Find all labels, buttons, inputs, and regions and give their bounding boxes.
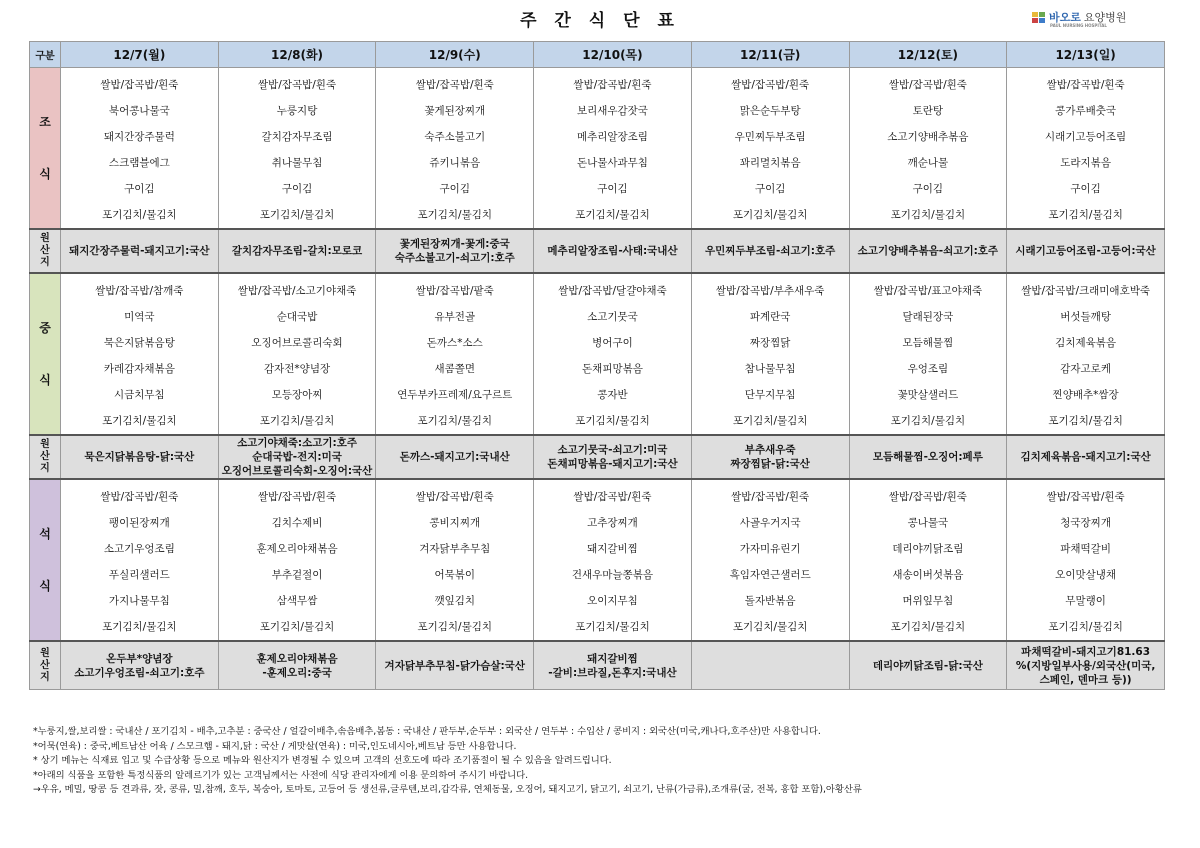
day-header: 12/7(월) bbox=[61, 42, 219, 68]
origin-line: 부추새우죽 bbox=[744, 444, 796, 456]
menu-item: 도라지볶음 bbox=[1060, 157, 1111, 169]
menu-item: 돼지간장주물럭 bbox=[103, 131, 175, 143]
breakfast-label bbox=[30, 68, 61, 230]
origin-line: %(지방일부사용/외국산(미국, bbox=[1015, 659, 1156, 672]
menu-item: 훈제오리야채볶음 bbox=[256, 543, 338, 555]
menu-item: 쌀밥/잡곡밥/팥죽 bbox=[415, 285, 494, 297]
menu-item: 소고기양배추볶음 bbox=[887, 131, 969, 143]
origin-cell bbox=[218, 229, 376, 273]
menu-item: 돈나물사과무침 bbox=[576, 157, 648, 169]
origin-line: -훈제오리:중국 bbox=[262, 666, 332, 679]
dinner-menu-row bbox=[30, 479, 1165, 641]
origin-cell bbox=[691, 641, 849, 690]
logo-brand: 바오로 bbox=[1049, 11, 1081, 24]
menu-item: 갈치감자무조림 bbox=[261, 131, 333, 143]
menu-item: 포기김치/물김치 bbox=[732, 621, 808, 633]
origin-cell bbox=[218, 435, 376, 479]
menu-item: 돼지갈비찜 bbox=[587, 543, 638, 555]
menu-item: 머위잎무침 bbox=[902, 595, 954, 607]
menu-item: 포기김치/물김치 bbox=[259, 415, 335, 427]
origin-line: 시래기고등어조림-고등어:국산 bbox=[1015, 245, 1156, 257]
menu-item: 포기김치/물김치 bbox=[575, 621, 650, 633]
menu-item: 쌀밥/잡곡밥/흰죽 bbox=[415, 79, 494, 91]
logo-tagline: PAUL NURSING HOSPITAL bbox=[1050, 23, 1107, 28]
origin-line: 소고기야채죽:소고기:호주 bbox=[237, 437, 358, 449]
menu-item: 포기김치/물김치 bbox=[417, 415, 493, 427]
note-line: →우유, 메밀, 땅콩 등 견과류, 잣, 콩류, 밀,참깨, 호두, 복숭아, 토마토, 고등어 등 생선류,글루텐,보리,갑각류, 연체동물, 오징어, 돼지고기, 닭고기, 쇠고기, 난류(가금류),조개류(굴, 전복, 홍합 포함),아황산류 bbox=[33, 784, 862, 796]
menu-item: 포기김치/물김치 bbox=[732, 209, 808, 221]
origin-cell bbox=[218, 641, 376, 690]
lunch-day-cell bbox=[691, 273, 849, 435]
origin-line: 돈까스-돼지고기:국내산 bbox=[399, 451, 510, 463]
menu-item: 포기김치/물김치 bbox=[1048, 415, 1123, 427]
origin-line: 오징어브로콜리숙회-오징어:국산 bbox=[221, 465, 373, 477]
menu-item: 모듬해물찜 bbox=[902, 337, 954, 349]
menu-item: 포기김치/물김치 bbox=[575, 415, 650, 427]
menu-item: 쌀밥/잡곡밥/흰죽 bbox=[573, 79, 652, 91]
origin-cell bbox=[376, 641, 534, 690]
origin-label-char: 원 bbox=[40, 233, 50, 244]
origin-label-char: 산 bbox=[40, 245, 50, 256]
menu-item: 김치제육볶음 bbox=[1055, 337, 1117, 349]
menu-item: 오이맛살냉채 bbox=[1055, 569, 1117, 581]
menu-item: 쌀밥/잡곡밥/크래미애호박죽 bbox=[1021, 285, 1150, 297]
menu-item: 우민찌두부조림 bbox=[734, 131, 806, 143]
origin-line: 돈채피망볶음-돼지고기:국산 bbox=[547, 458, 678, 470]
menu-item: 꽈리멸치볶음 bbox=[739, 157, 801, 169]
menu-item: 쌀밥/잡곡밥/흰죽 bbox=[415, 491, 494, 503]
menu-item: 오이지무침 bbox=[587, 595, 638, 607]
origin-line: 꽃게된장찌개-꽃게:중국 bbox=[399, 238, 510, 250]
menu-item: 콩가루배춧국 bbox=[1055, 105, 1117, 117]
origin-line: 묵은지닭볶음탕-닭:국산 bbox=[84, 451, 195, 463]
logo-name: 요양병원 bbox=[1083, 11, 1127, 24]
menu-item: 부추겉절이 bbox=[271, 569, 323, 581]
origin-label-char: 산 bbox=[40, 659, 50, 671]
menu-item: 구이김 bbox=[912, 183, 944, 195]
meal-label-char: 식 bbox=[39, 373, 51, 387]
note-line: *어묵(연육) : 중국,베트남산 어육 / 스모크햄 - 돼지,닭 : 국산 / 게맛살(연육) : 미국,인도네시아,베트남 등만 사용합니다. bbox=[33, 740, 517, 752]
menu-item: 구이김 bbox=[754, 183, 786, 195]
lunch-day-cell bbox=[849, 273, 1007, 435]
menu-item: 쥬키니볶음 bbox=[429, 157, 481, 169]
menu-item: 쌀밥/잡곡밥/표고야채죽 bbox=[873, 285, 983, 297]
lunch-day-cell bbox=[376, 273, 534, 435]
lunch-day-cell bbox=[534, 273, 692, 435]
menu-item: 꽃맛살샐러드 bbox=[897, 389, 959, 401]
menu-item: 취나물무침 bbox=[271, 157, 323, 169]
breakfast-day-cell bbox=[61, 68, 219, 230]
menu-item: 새송이버섯볶음 bbox=[892, 569, 964, 581]
breakfast-day-cell bbox=[534, 68, 692, 230]
note-line: * 상기 메뉴는 식재료 입고 및 수급상황 등으로 메뉴와 원산지가 변경될 수 있으며 고객의 선호도에 따라 조기품절이 될 수 있음을 알려드립니다. bbox=[33, 755, 612, 767]
origin-cell bbox=[61, 229, 219, 273]
origin-label bbox=[30, 641, 61, 690]
origin-line: 돼지간장주물럭-돼지고기:국산 bbox=[69, 245, 210, 257]
menu-item: 구이김 bbox=[124, 183, 155, 195]
menu-item: 순대국밥 bbox=[276, 311, 318, 323]
menu-item: 찐양배추*쌈장 bbox=[1052, 389, 1119, 401]
menu-item: 구이김 bbox=[281, 183, 313, 195]
origin-cell bbox=[61, 641, 219, 690]
menu-item: 쌀밥/잡곡밥/흰죽 bbox=[1046, 491, 1125, 503]
lunch-menu-row bbox=[30, 273, 1165, 435]
menu-item: 달래된장국 bbox=[902, 311, 954, 323]
menu-item: 쌀밥/잡곡밥/참깨죽 bbox=[95, 285, 184, 297]
menu-item: 쌀밥/잡곡밥/부추새우죽 bbox=[715, 285, 825, 297]
origin-cell bbox=[61, 435, 219, 479]
menu-item: 북어콩나물국 bbox=[108, 105, 170, 117]
menu-item: 스크램블에그 bbox=[108, 157, 170, 169]
breakfast-day-cell bbox=[691, 68, 849, 230]
note-line: *누룽지,쌀,보리쌀 : 국내산 / 포기김치 - 배추,고추분 : 중국산 / 얼갈이배추,솎음배추,봄동 : 국내산 / 판두부,순두부 : 외국산 / 연두부 : 수입산 / 콩비지 : 외국산(미국,캐나다,호주산)만 사용합니다. bbox=[33, 726, 821, 737]
origin-line: 우민찌두부조림-쇠고기:호주 bbox=[705, 245, 836, 257]
menu-item: 포기김치/물김치 bbox=[417, 621, 493, 633]
lunch-day-cell bbox=[1007, 273, 1165, 435]
dinner-day-cell bbox=[218, 479, 376, 641]
menu-item: 쌀밥/잡곡밥/흰죽 bbox=[888, 79, 967, 91]
menu-item: 포기김치/물김치 bbox=[102, 621, 177, 633]
menu-item: 무말랭이 bbox=[1065, 595, 1106, 607]
menu-item: 깨순나물 bbox=[907, 157, 949, 169]
origin-cell bbox=[534, 435, 692, 479]
origin-line: 소고기우엉조림-쇠고기:호주 bbox=[74, 666, 205, 679]
day-header: 12/8(화) bbox=[218, 42, 376, 68]
origin-cell bbox=[1007, 229, 1165, 273]
day-header: 12/10(목) bbox=[534, 42, 692, 68]
menu-item: 쌀밥/잡곡밥/흰죽 bbox=[100, 491, 179, 503]
menu-item: 콩자반 bbox=[597, 389, 628, 401]
menu-item: 모등장아찌 bbox=[271, 389, 323, 401]
menu-item: 시금치무침 bbox=[113, 389, 165, 401]
origin-line: 갈치감자무조림-갈치:모로코 bbox=[231, 245, 363, 257]
day-header: 12/9(수) bbox=[376, 42, 534, 68]
origin-cell bbox=[376, 229, 534, 273]
dinner-day-cell bbox=[1007, 479, 1165, 641]
origin-line: 숙주소불고기-쇠고기:호주 bbox=[394, 252, 515, 264]
dinner-day-cell bbox=[61, 479, 219, 641]
menu-item: 쌀밥/잡곡밥/소고기야채죽 bbox=[237, 285, 357, 297]
menu-item: 카레감자채볶음 bbox=[103, 363, 175, 375]
menu-item: 토란탕 bbox=[912, 105, 944, 117]
menu-item: 쌀밥/잡곡밥/흰죽 bbox=[258, 79, 337, 91]
weekly-menu-table bbox=[29, 41, 1165, 690]
breakfast-day-cell bbox=[849, 68, 1007, 230]
origin-cell bbox=[1007, 435, 1165, 479]
menu-item: 콩비지찌개 bbox=[429, 517, 481, 529]
menu-item: 맑은순두부탕 bbox=[739, 105, 801, 117]
origin-cell bbox=[849, 229, 1007, 273]
menu-item: 유부전골 bbox=[434, 311, 476, 323]
menu-item: 돈까스*소스 bbox=[426, 337, 483, 349]
origin-cell bbox=[691, 229, 849, 273]
menu-item: 포기김치/물김치 bbox=[102, 209, 177, 221]
menu-item: 새콤쫄면 bbox=[434, 363, 476, 375]
day-header: 12/13(일) bbox=[1007, 42, 1165, 68]
dinner-label bbox=[30, 479, 61, 641]
menu-item: 포기김치/물김치 bbox=[417, 209, 493, 221]
menu-item: 병어구이 bbox=[592, 337, 633, 349]
menu-item: 콩나물국 bbox=[907, 517, 949, 529]
menu-item: 돌자반볶음 bbox=[744, 595, 796, 607]
origin-line: 소고기뭇국-쇠고기:미국 bbox=[557, 444, 668, 456]
origin-cell bbox=[849, 435, 1007, 479]
dinner-day-cell bbox=[691, 479, 849, 641]
menu-item: 김치수제비 bbox=[271, 517, 323, 529]
menu-item: 숙주소불고기 bbox=[424, 131, 486, 143]
menu-item: 소고기우엉조림 bbox=[103, 543, 175, 555]
notes bbox=[33, 725, 1173, 798]
day-header: 12/11(금) bbox=[691, 42, 849, 68]
menu-item: 파채떡갈비 bbox=[1060, 543, 1111, 555]
hospital-logo-icon bbox=[1032, 12, 1046, 23]
origin-label-char: 원 bbox=[40, 647, 50, 659]
origin-line: 짜장찜닭-닭:국산 bbox=[730, 458, 810, 470]
menu-item: 쌀밥/잡곡밥/흰죽 bbox=[258, 491, 337, 503]
menu-item: 쌀밥/잡곡밥/흰죽 bbox=[100, 79, 179, 91]
breakfast-day-cell bbox=[376, 68, 534, 230]
menu-item: 고추장찌개 bbox=[587, 517, 638, 529]
menu-item: 데리야끼닭조림 bbox=[892, 543, 964, 555]
menu-item: 포기김치/물김치 bbox=[890, 415, 966, 427]
breakfast-day-cell bbox=[218, 68, 376, 230]
meal-label-char: 식 bbox=[39, 167, 51, 181]
origin-line: 스페인, 덴마크 등)) bbox=[1039, 673, 1132, 686]
menu-item: 포기김치/물김치 bbox=[1048, 621, 1123, 633]
note-line: *아래의 식품을 포함한 특정식품의 알레르기가 있는 고객님께서는 사전에 식당 관리자에게 이용 문의하여 주시기 바랍니다. bbox=[33, 769, 529, 781]
menu-item: 가자미유린기 bbox=[739, 543, 801, 555]
menu-item: 시래기고등어조림 bbox=[1045, 131, 1127, 143]
menu-item: 연두부카프레제/요구르트 bbox=[397, 389, 513, 401]
origin-line: 훈제오리야채볶음 bbox=[256, 652, 338, 665]
menu-item: 짜장찜닭 bbox=[749, 337, 791, 349]
origin-cell bbox=[376, 435, 534, 479]
menu-item: 버섯들깨탕 bbox=[1060, 311, 1111, 323]
menu-item: 소고기뭇국 bbox=[587, 311, 638, 323]
lunch-day-cell bbox=[218, 273, 376, 435]
origin-cell bbox=[534, 229, 692, 273]
menu-item: 어묵볶이 bbox=[434, 569, 476, 581]
meal-label-char: 중 bbox=[39, 321, 51, 335]
menu-item: 묵은지닭볶음탕 bbox=[103, 337, 175, 349]
origin-cell bbox=[1007, 641, 1165, 690]
menu-item: 꽃게된장찌개 bbox=[424, 105, 486, 117]
menu-item: 감자전*양념장 bbox=[264, 363, 331, 375]
menu-item: 구이김 bbox=[439, 183, 470, 195]
menu-item: 포기김치/물김치 bbox=[259, 621, 335, 633]
menu-item: 청국장찌개 bbox=[1060, 517, 1111, 529]
menu-item: 흑임자연근샐러드 bbox=[729, 569, 811, 581]
menu-item: 건새우마늘쫑볶음 bbox=[571, 569, 654, 581]
day-header: 12/12(토) bbox=[849, 42, 1007, 68]
origin-line: 순대국밥-전지:미국 bbox=[252, 451, 342, 463]
origin-label-char: 산 bbox=[40, 451, 50, 462]
origin-line: 겨자닭부추무침-닭가슴살:국산 bbox=[384, 659, 525, 672]
breakfast-origin-row bbox=[30, 229, 1165, 273]
menu-item: 우엉조림 bbox=[907, 363, 949, 375]
lunch-day-cell bbox=[61, 273, 219, 435]
menu-item: 깻잎김치 bbox=[434, 595, 476, 607]
menu-item: 쌀밥/잡곡밥/달걀야채죽 bbox=[558, 285, 667, 297]
menu-item: 파계란국 bbox=[749, 311, 791, 323]
origin-label-char: 원 bbox=[40, 439, 50, 450]
menu-item: 쌀밥/잡곡밥/흰죽 bbox=[573, 491, 652, 503]
origin-line: -갈비:브라질,돈후지:국내산 bbox=[548, 666, 677, 679]
menu-item: 겨자닭부추무침 bbox=[419, 543, 491, 555]
menu-item: 구이김 bbox=[1070, 183, 1101, 195]
meal-label-char: 석 bbox=[39, 527, 51, 541]
dinner-origin-row bbox=[30, 641, 1165, 690]
menu-item: 오징어브로콜리숙회 bbox=[251, 337, 343, 349]
origin-line: 데리야끼닭조림-닭:국산 bbox=[872, 659, 983, 672]
menu-item: 참나물무침 bbox=[744, 363, 796, 375]
origin-label-char: 지 bbox=[40, 463, 50, 474]
meal-label-char: 식 bbox=[39, 579, 51, 593]
origin-line: 모듬해물찜-오징어:페루 bbox=[872, 451, 983, 463]
menu-item: 가지나물무침 bbox=[108, 595, 170, 607]
menu-item: 포기김치/물김치 bbox=[1048, 209, 1123, 221]
menu-item: 포기김치/물김치 bbox=[732, 415, 808, 427]
origin-label bbox=[30, 229, 61, 273]
header-row bbox=[30, 42, 1165, 68]
origin-line: 온두부*양념장 bbox=[106, 652, 173, 665]
meal-label-char: 조 bbox=[39, 115, 51, 129]
lunch-origin-row bbox=[30, 435, 1165, 479]
origin-label bbox=[30, 435, 61, 479]
menu-item: 누룽지탕 bbox=[276, 105, 318, 117]
menu-item: 쌀밥/잡곡밥/흰죽 bbox=[888, 491, 967, 503]
header-label: 구분 bbox=[30, 42, 61, 68]
menu-item: 쌀밥/잡곡밥/흰죽 bbox=[731, 79, 810, 91]
menu-item: 감자고로케 bbox=[1060, 363, 1111, 375]
menu-item: 삼색무쌈 bbox=[276, 595, 318, 607]
menu-item: 포기김치/물김치 bbox=[890, 209, 966, 221]
menu-item: 포기김치/물김치 bbox=[102, 415, 177, 427]
origin-line: 파채떡갈비-돼지고기81.63 bbox=[1021, 645, 1151, 658]
dinner-day-cell bbox=[534, 479, 692, 641]
menu-item: 포기김치/물김치 bbox=[575, 209, 650, 221]
menu-item: 사골우거지국 bbox=[739, 517, 801, 529]
menu-item: 돈채피망볶음 bbox=[582, 363, 643, 375]
dinner-day-cell bbox=[849, 479, 1007, 641]
origin-line: 돼지갈비찜 bbox=[587, 652, 638, 665]
origin-cell bbox=[534, 641, 692, 690]
origin-label-char: 지 bbox=[40, 257, 50, 268]
menu-item: 포기김치/물김치 bbox=[259, 209, 335, 221]
menu-item: 미역국 bbox=[124, 311, 155, 323]
origin-label-char: 지 bbox=[40, 671, 50, 683]
menu-item: 포기김치/물김치 bbox=[890, 621, 966, 633]
menu-item: 쌀밥/잡곡밥/흰죽 bbox=[1046, 79, 1125, 91]
menu-item: 구이김 bbox=[597, 183, 628, 195]
origin-line: 소고기양배추볶음-쇠고기:호주 bbox=[857, 245, 999, 257]
hospital-logo bbox=[1032, 9, 1127, 28]
origin-line: 메추리알장조림-사태:국내산 bbox=[547, 245, 678, 257]
origin-cell bbox=[691, 435, 849, 479]
dinner-day-cell bbox=[376, 479, 534, 641]
breakfast-day-cell bbox=[1007, 68, 1165, 230]
menu-item: 푸실리샐러드 bbox=[108, 569, 170, 581]
page-title: 주 간 식 단 표 bbox=[520, 11, 680, 31]
origin-line: 김치제육볶음-돼지고기:국산 bbox=[1020, 451, 1151, 463]
menu-item: 보리새우감잣국 bbox=[576, 105, 648, 117]
menu-item: 메추리알장조림 bbox=[576, 131, 648, 143]
menu-item: 단무지무침 bbox=[744, 389, 796, 401]
menu-item: 쌀밥/잡곡밥/흰죽 bbox=[731, 491, 810, 503]
breakfast-menu-row bbox=[30, 68, 1165, 230]
menu-item: 팽이된장찌개 bbox=[108, 517, 170, 529]
lunch-label bbox=[30, 273, 61, 435]
origin-cell bbox=[849, 641, 1007, 690]
